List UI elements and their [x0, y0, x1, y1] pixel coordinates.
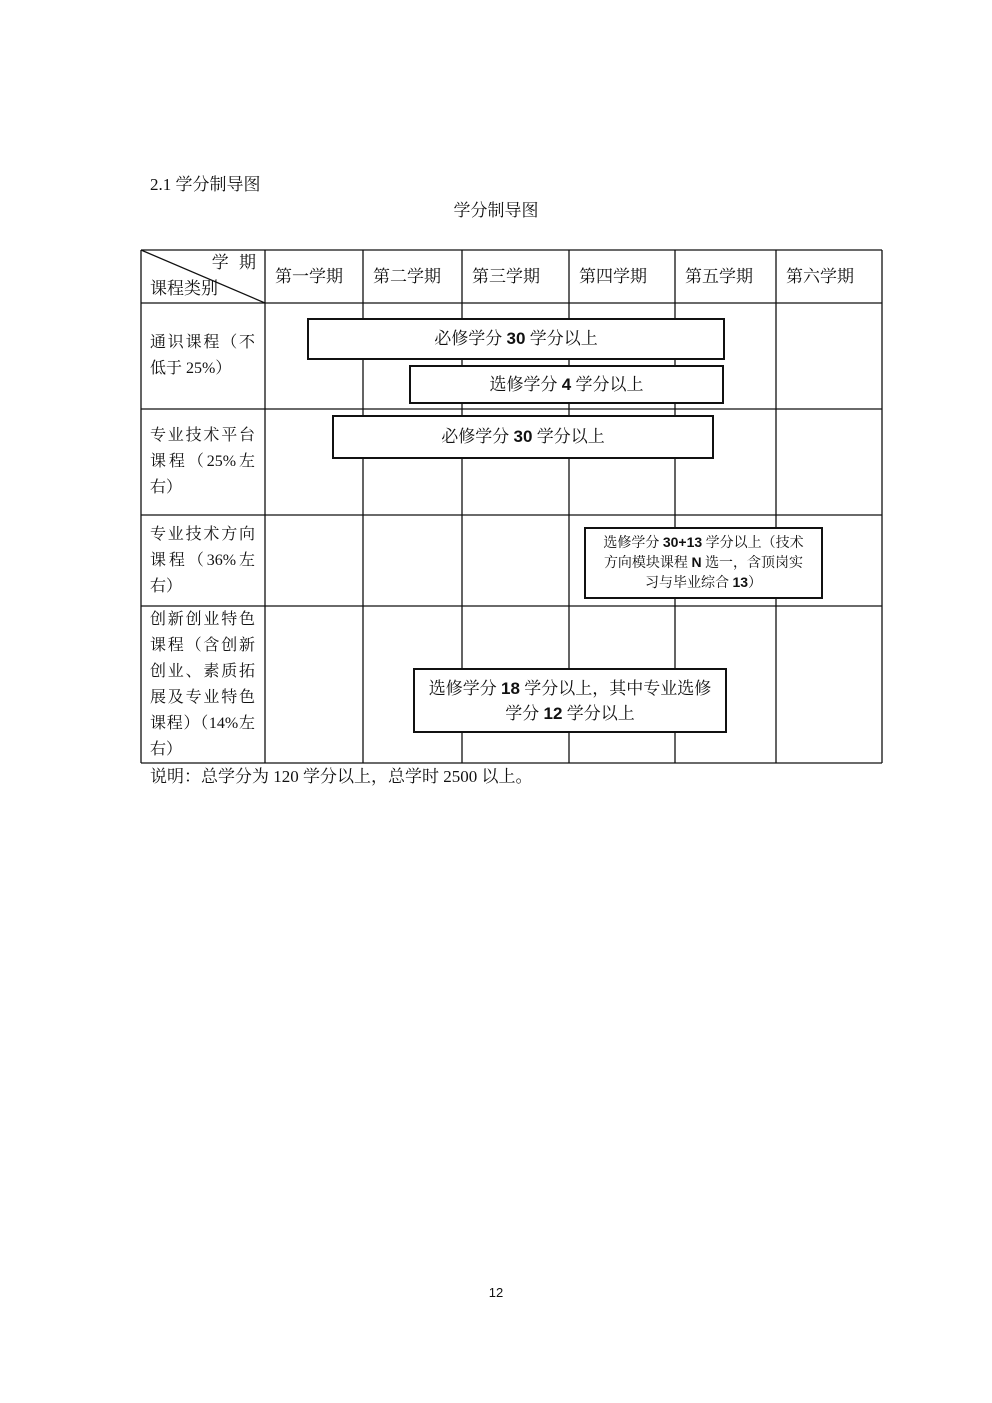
bar-figure: 30	[513, 427, 533, 446]
bar-figure: N	[691, 554, 702, 570]
bar-text: 学分 12 学分以上	[505, 703, 635, 723]
bar-figure: 12	[543, 703, 563, 723]
row-label-line: 创业、素质拓	[150, 662, 255, 680]
bar-text: 选修学分 4 学分以上	[489, 374, 644, 394]
header-semester-1: 第一学期	[275, 267, 343, 286]
row-label-line: 低于 25%）	[150, 360, 232, 377]
bar-platform-required-credits	[332, 415, 714, 459]
header-semester-5: 第五学期	[685, 267, 753, 286]
bar-text: 习与毕业综合 13）	[644, 574, 763, 591]
bar-text: 必修学分 30 学分以上	[441, 427, 605, 446]
bar-general-elective-credits	[409, 365, 724, 404]
row-label-general-courses	[150, 303, 255, 409]
corner-label-semester: 学 期	[211, 253, 256, 272]
table-note: 说明：总学分为 120 学分以上，总学时 2500 以上。	[150, 767, 533, 786]
row-label-line: 课程（25%左	[150, 453, 255, 470]
bar-general-required-credits	[307, 318, 725, 360]
header-semester-3: 第三学期	[472, 267, 540, 286]
header-semester-6: 第六学期	[786, 267, 854, 286]
row-label-direction-courses	[150, 515, 255, 606]
row-label-innovation-courses	[150, 606, 255, 763]
row-label-line: 课程（含创新	[150, 636, 255, 654]
row-label-platform-courses	[150, 409, 255, 515]
bar-figure: 30	[506, 329, 526, 348]
row-label-line: 右）	[150, 740, 183, 758]
page-number: 12	[488, 1285, 504, 1300]
row-label-line: 专业技术方向	[150, 525, 255, 543]
header-semester-4: 第四学期	[579, 267, 647, 286]
bar-innovation-elective-credits	[413, 668, 727, 733]
row-label-line: 展及专业特色	[150, 688, 255, 706]
figure-title: 学分制导图	[453, 201, 539, 220]
row-label-line: 课程）（14%左	[150, 714, 255, 732]
corner-label-category: 课程类别	[150, 279, 218, 298]
bar-figure: 13	[732, 574, 749, 590]
section-heading: 2.1 学分制导图	[150, 175, 261, 194]
row-label-line: 课程（36%左	[150, 551, 255, 569]
credit-guide-table	[141, 250, 882, 763]
bar-figure: 30+13	[662, 534, 703, 550]
row-label-line: 通识课程（不	[150, 334, 255, 351]
bar-direction-elective-credits	[584, 527, 823, 599]
row-label-line: 创新创业特色	[150, 610, 255, 628]
bar-text: 选修学分 30+13 学分以上（技术	[603, 534, 804, 551]
bar-text: 方向模块课程 N 选一，含顶岗实	[603, 554, 804, 571]
bar-text: 选修学分 18 学分以上，其中专业选修	[428, 678, 712, 698]
bar-figure: 18	[501, 678, 520, 698]
bar-text: 必修学分 30 学分以上	[434, 329, 598, 348]
header-semester-2: 第二学期	[373, 267, 441, 286]
row-label-line: 右）	[150, 577, 183, 595]
row-label-line: 专业技术平台	[150, 427, 255, 444]
row-label-line: 右）	[150, 479, 183, 496]
bar-figure: 4	[561, 374, 572, 394]
